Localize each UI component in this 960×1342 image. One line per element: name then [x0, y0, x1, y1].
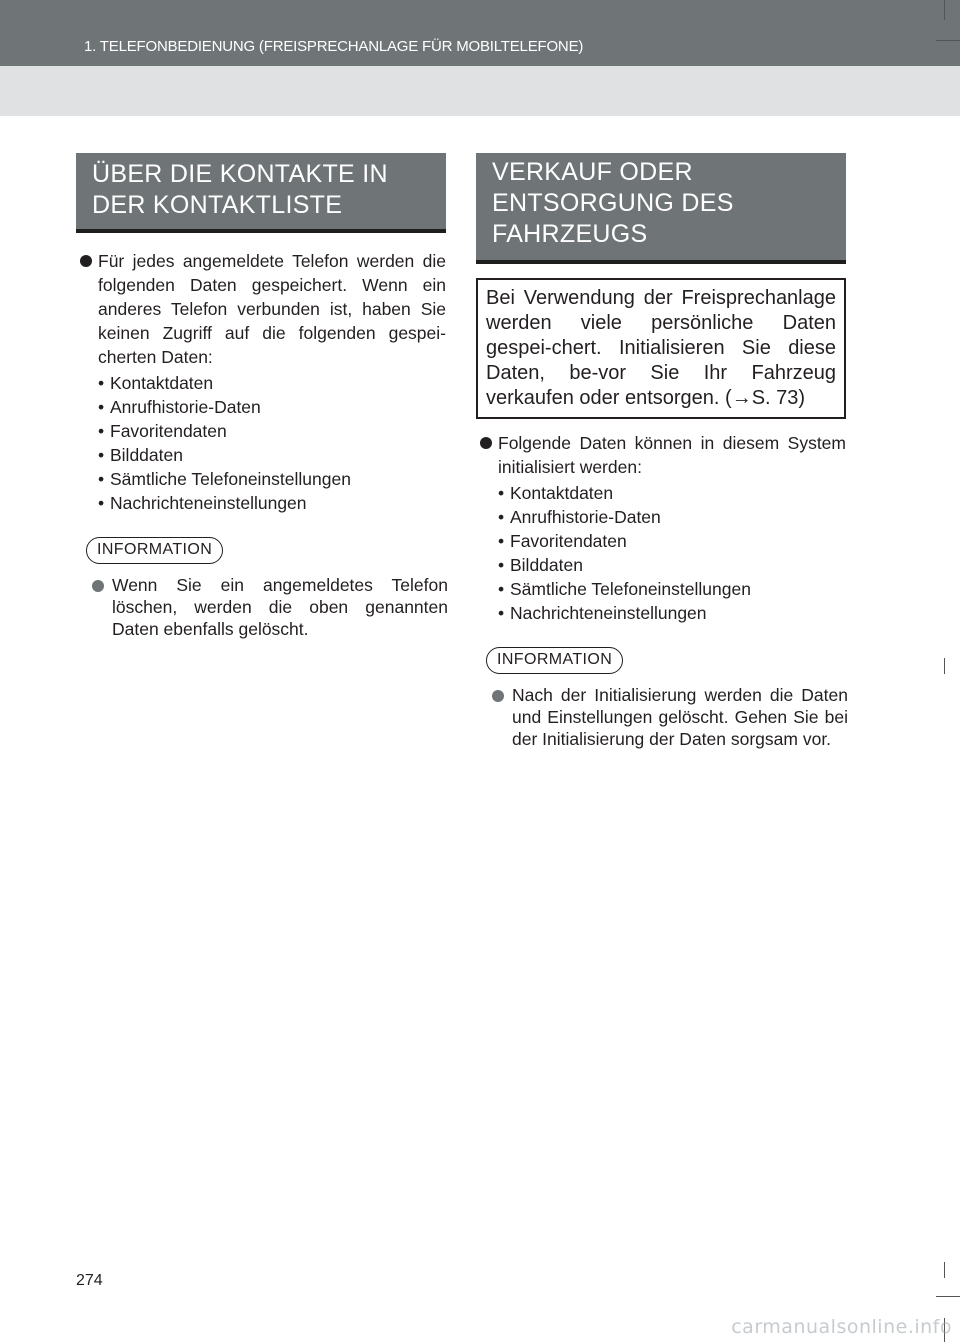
- crop-mark: [936, 40, 960, 41]
- crop-mark: [944, 1262, 945, 1278]
- bullet-dot-icon: [80, 255, 92, 267]
- list-item: • Bilddaten: [98, 445, 183, 465]
- list-item: • Nachrichteneinstellungen: [498, 603, 707, 623]
- data-list: [98, 371, 446, 515]
- information-block: [86, 537, 446, 640]
- bullet-dot-icon: [92, 580, 104, 592]
- crop-mark: [944, 0, 945, 20]
- paragraph-text: Folgende Daten können in diesem System initialisiert werden:: [498, 433, 846, 477]
- list-item: • Sämtliche Telefoneinstellungen: [498, 579, 751, 599]
- information-block: [486, 647, 846, 750]
- list-item: • Kontaktdaten: [498, 483, 614, 503]
- information-text: Nach der Initialisierung werden die Daten und Einstellungen gelöscht. Gehen Sie bei der Initialisierung der Daten sorgsam vor.: [512, 685, 848, 749]
- right-column: [476, 153, 846, 750]
- crop-mark: [944, 658, 945, 674]
- paragraph-text: Für jedes angemeldete Telefon werden die folgenden Daten gespeichert. Wenn ein anderes Telefon verbunden ist, haben Sie keinen Zugriff auf die folgenden gespei-cherten Daten:: [98, 251, 446, 367]
- list-item: • Favoritendaten: [498, 531, 627, 551]
- information-label: INFORMATION: [86, 537, 223, 564]
- bullet-dot-icon: [480, 437, 492, 449]
- header-bar: [0, 0, 960, 66]
- section-heading-vehicle-sale: VERKAUF ODER ENTSORGUNG DES FAHRZEUGS: [476, 153, 846, 264]
- section-heading-contacts: ÜBER DIE KONTAKTE IN DER KONTAKTLISTE: [76, 153, 446, 233]
- list-item: • Anrufhistorie-Daten: [98, 397, 261, 417]
- bullet-paragraph: [76, 249, 446, 369]
- watermark: carmanualsonline.info: [731, 1316, 952, 1338]
- information-label: INFORMATION: [486, 647, 623, 674]
- bullet-dot-icon: [492, 690, 504, 702]
- data-list: [498, 481, 846, 625]
- list-item: • Nachrichteneinstellungen: [98, 493, 307, 513]
- notice-box: Bei Verwendung der Freisprechanlage werden viele persönliche Daten gespei-chert. Initialisieren Sie diese Daten, be-vor Sie Ihr Fahrzeug verkaufen oder entsorgen. (→S. 73): [476, 278, 846, 419]
- chapter-title: 1. TELEFONBEDIENUNG (FREISPRECHANLAGE FÜR MOBILTELEFONE): [84, 38, 584, 55]
- page-number: 274: [76, 1272, 103, 1289]
- list-item: • Bilddaten: [498, 555, 583, 575]
- crop-mark: [936, 1296, 960, 1297]
- list-item: • Sämtliche Telefoneinstellungen: [98, 469, 351, 489]
- information-item: [486, 684, 848, 750]
- bullet-paragraph: [476, 431, 846, 479]
- list-item: • Favoritendaten: [98, 421, 227, 441]
- left-column: [76, 153, 446, 640]
- information-text: Wenn Sie ein angemeldetes Telefon löschen, werden die oben genannten Daten ebenfalls gelöscht.: [112, 575, 448, 639]
- list-item: • Kontaktdaten: [98, 373, 214, 393]
- information-item: [86, 574, 448, 640]
- list-item: • Anrufhistorie-Daten: [498, 507, 661, 527]
